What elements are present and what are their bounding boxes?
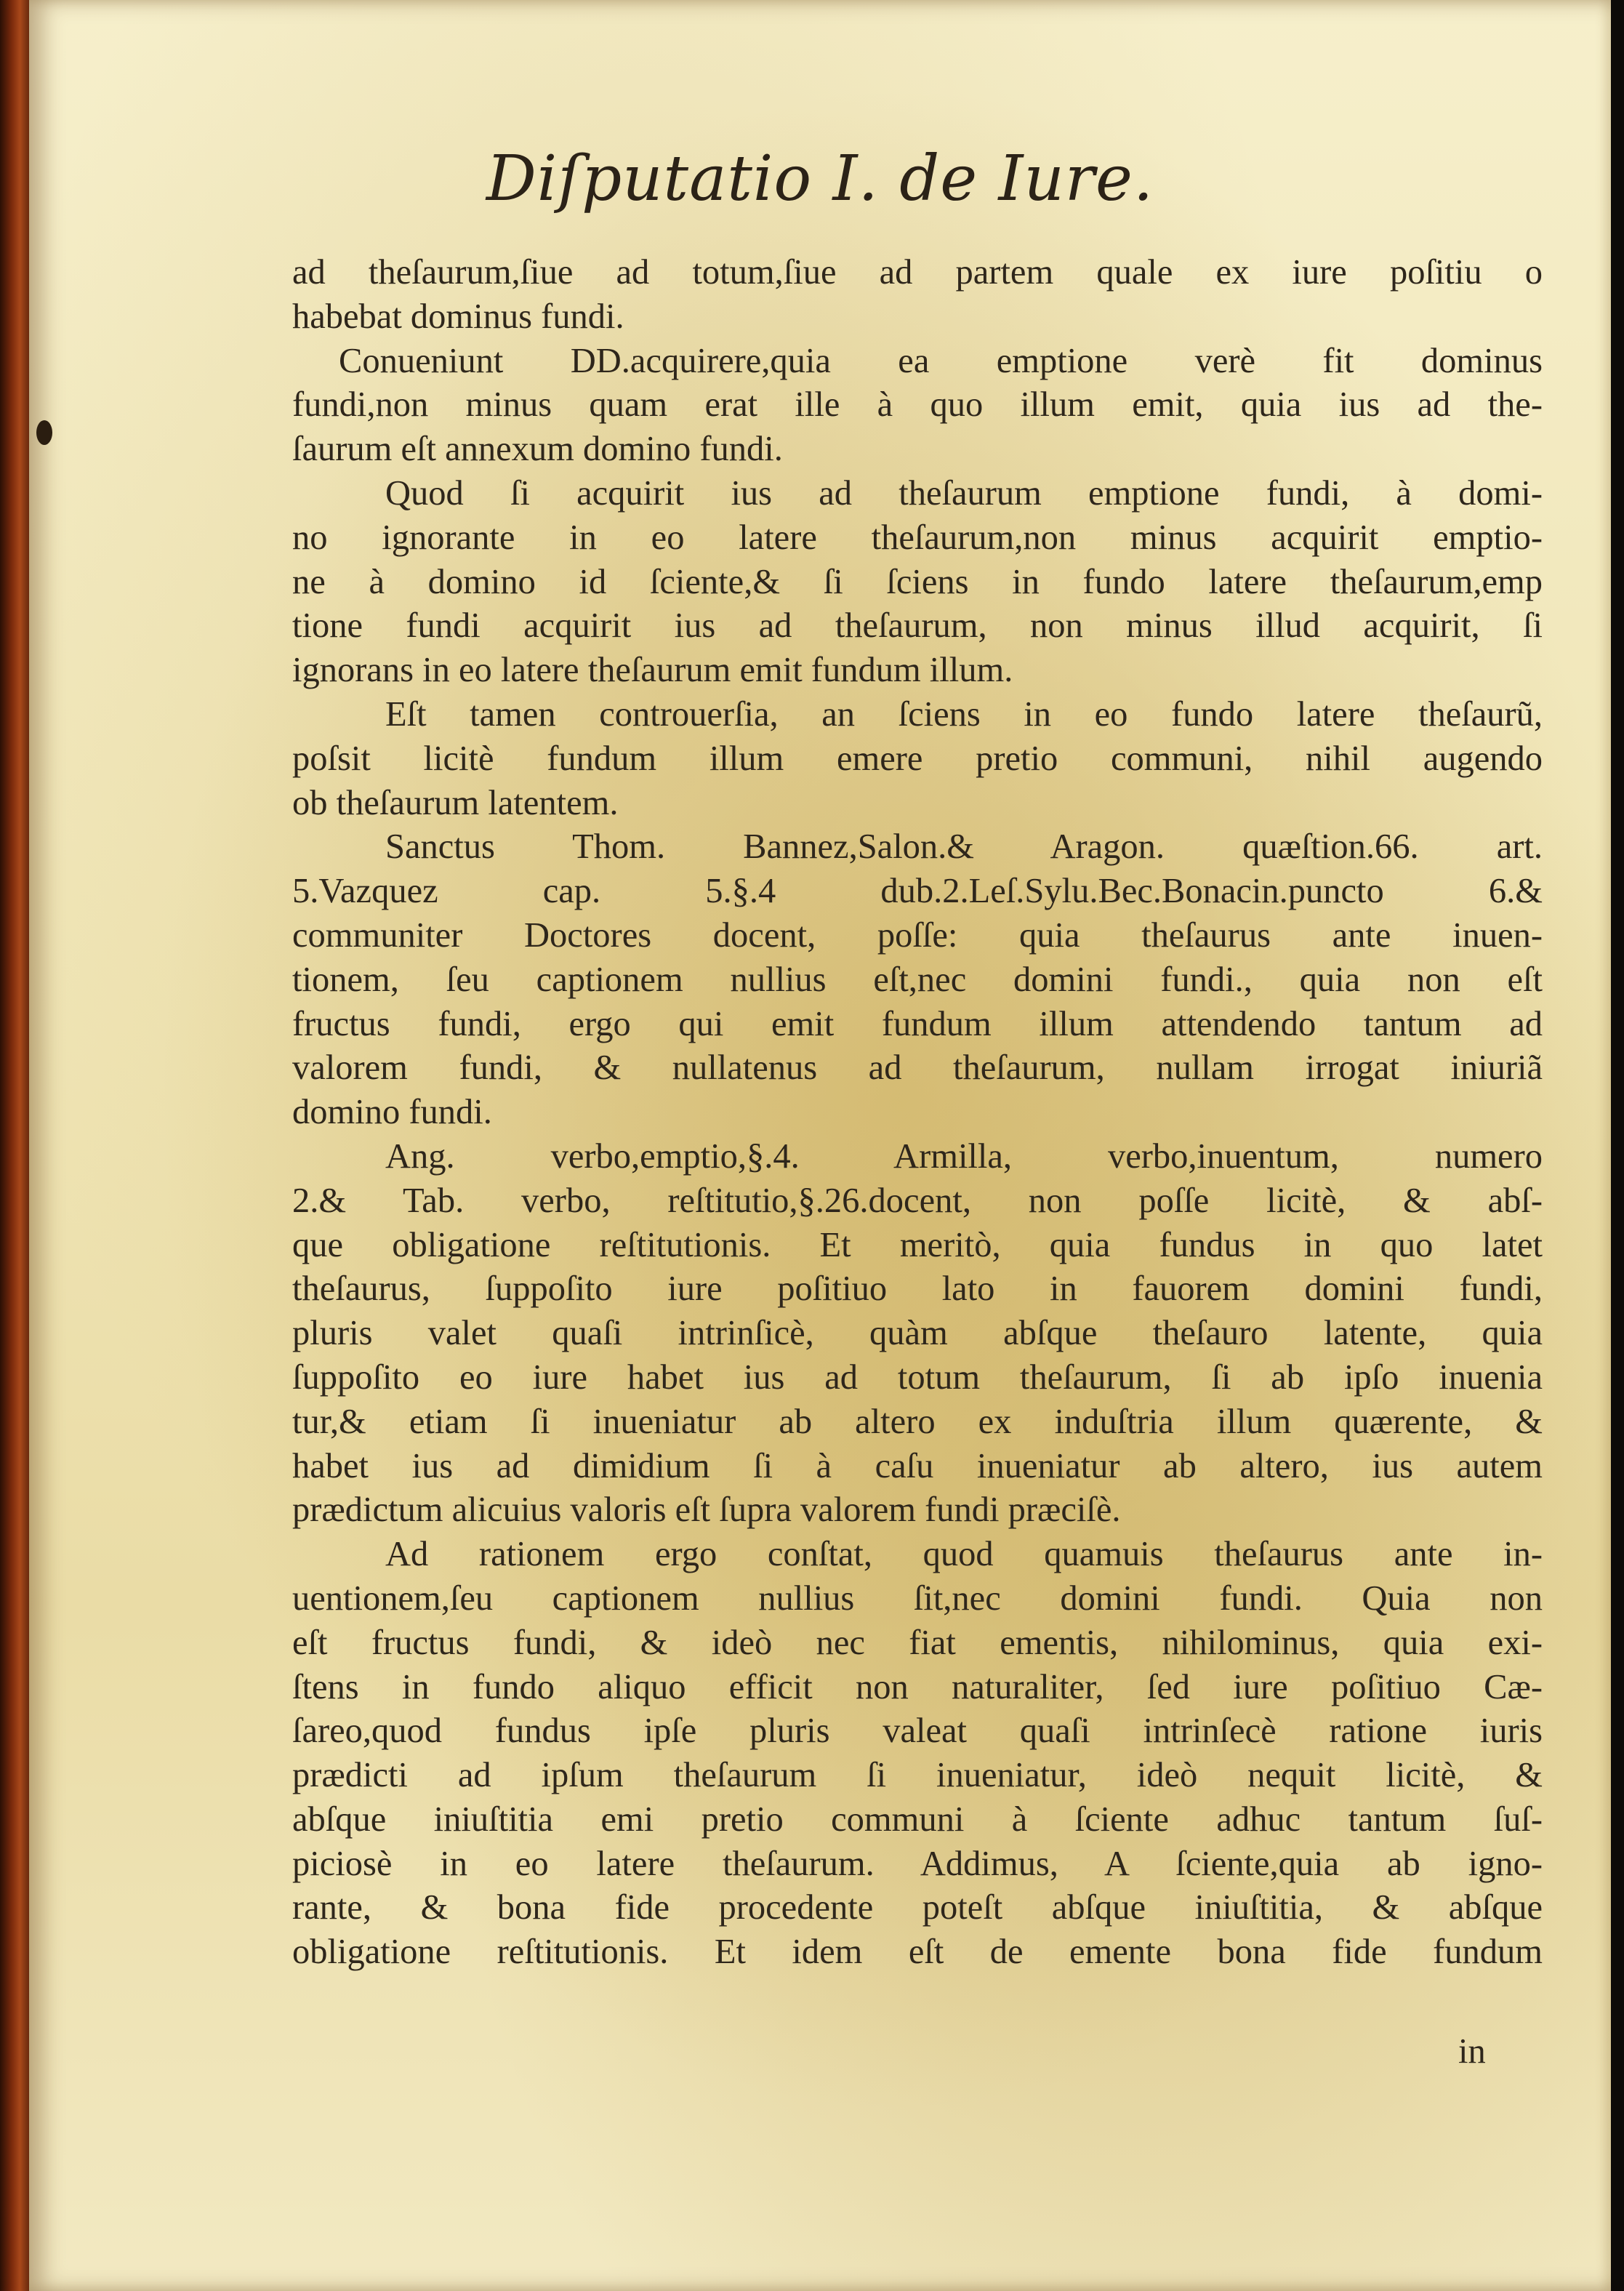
catchword: in — [1458, 2032, 1486, 2071]
text-line: habet ius ad dimidium ſi à caſu inueniatur ab altero, ius autem — [292, 1446, 1543, 1485]
text-line: Eſt tamen controuerſia, an ſciens in eo fundo latere theſaurũ, — [385, 694, 1543, 734]
text-line: Ang. verbo,emptio,§.4. Armilla, verbo,inuentum, numero — [385, 1136, 1543, 1176]
text-line: habebat dominus fundi. — [292, 297, 624, 336]
text-line: eſt fructus fundi, & ideò nec fiat ementis, nihilominus, quia exi- — [292, 1623, 1543, 1662]
running-header: Diſputatio I. de Iure. — [486, 143, 1154, 215]
text-line: 2.& Tab. verbo, reſtitutio,§.26.docent, non poſſe licitè, & abſ- — [292, 1181, 1543, 1220]
ink-blot — [36, 420, 52, 445]
text-line: ad theſaurum,ſiue ad totum,ſiue ad partem quale ex iure poſitiu o — [292, 253, 1543, 292]
text-line: valorem fundi, & nullatenus ad theſaurum, nullam irrogat iniuriã — [292, 1048, 1543, 1088]
text-line: ſtens in fundo aliquo efficit non naturaliter, ſed iure poſitiuo Cæ- — [292, 1667, 1543, 1706]
body-text — [292, 251, 1543, 1975]
text-line: ne à domino id ſciente,& ſi ſciens in fundo latere theſaurum,emp — [292, 562, 1543, 601]
text-line: poſsit licitè fundum illum emere pretio communi, nihil augendo — [292, 739, 1543, 778]
text-line: fructus fundi, ergo qui emit fundum illum attendendo tantum ad — [292, 1004, 1543, 1043]
text-line: tionem, ſeu captionem nullius eſt,nec domini fundi., quia non eſt — [292, 960, 1543, 999]
text-line: fundi,non minus quam erat ille à quo illum emit, quia ius ad the- — [292, 385, 1543, 425]
text-line: abſque iniuſtitia emi pretio communi à ſciente adhuc tantum ſuſ- — [292, 1800, 1543, 1839]
text-line: tione fundi acquirit ius ad theſaurum, non minus illud acquirit, ſi — [292, 606, 1543, 646]
text-line: rante, & bona fide procedente poteſt abſque iniuſtitia, & abſque — [292, 1888, 1543, 1927]
text-line: Conueniunt DD.acquirere,quia ea emptione verè fit dominus — [339, 341, 1543, 380]
text-line: ſaurum eſt annexum domino fundi. — [292, 430, 783, 469]
text-line: Ad rationem ergo conſtat, quod quamuis theſaurus ante in- — [385, 1535, 1543, 1574]
text-line: no ignorante in eo latere theſaurum,non minus acquirit emptio- — [292, 518, 1543, 557]
text-line: pluris valet quaſi intrinſicè, quàm abſque theſauro latente, quia — [292, 1314, 1543, 1353]
text-line: prædictum alicuius valoris eſt ſupra valorem fundi præciſè. — [292, 1490, 1121, 1530]
text-line: domino fundi. — [292, 1093, 492, 1132]
text-line: tur,& etiam ſi inueniatur ab altero ex induſtria illum quærente, & — [292, 1402, 1543, 1441]
text-line: Sanctus Thom. Bannez,Salon.& Aragon. quæſtion.66. art. — [385, 827, 1543, 867]
text-line: communiter Doctores docent, poſſe: quia theſaurus ante inuen- — [292, 915, 1543, 955]
text-line: Quod ſi acquirit ius ad theſaurum emptione fundi, à domi- — [385, 473, 1543, 513]
text-line: que obligatione reſtitutionis. Et meritò, quia fundus in quo latet — [292, 1225, 1543, 1264]
text-line: obligatione reſtitutionis. Et idem eſt de emente bona fide fundum — [292, 1933, 1543, 1972]
text-line: ſareo,quod fundus ipſe pluris valeat quaſi intrinſecè ratione iuris — [292, 1712, 1543, 1751]
text-line: ignorans in eo latere theſaurum emit fundum illum. — [292, 651, 1013, 690]
text-line: theſaurus, ſuppoſito iure poſitiuo lato in fauorem domini fundi, — [292, 1269, 1543, 1309]
text-line: prædicti ad ipſum theſaurum ſi inueniatur, ideò nequit licitè, & — [292, 1756, 1543, 1795]
text-line: piciosè in eo latere theſaurum. Addimus, A ſciente,quia ab igno- — [292, 1844, 1543, 1883]
book-page — [29, 0, 1611, 2291]
text-line: ob theſaurum latentem. — [292, 783, 619, 822]
text-line: 5.Vazquez cap. 5.§.4 dub.2.Leſ.Sylu.Bec.Bonacin.puncto 6.& — [292, 872, 1543, 911]
text-line: uentionem,ſeu captionem nullius ſit,nec domini fundi. Quia non — [292, 1578, 1543, 1618]
text-line: ſuppoſito eo iure habet ius ad totum theſaurum, ſi ab ipſo inuenia — [292, 1357, 1543, 1397]
